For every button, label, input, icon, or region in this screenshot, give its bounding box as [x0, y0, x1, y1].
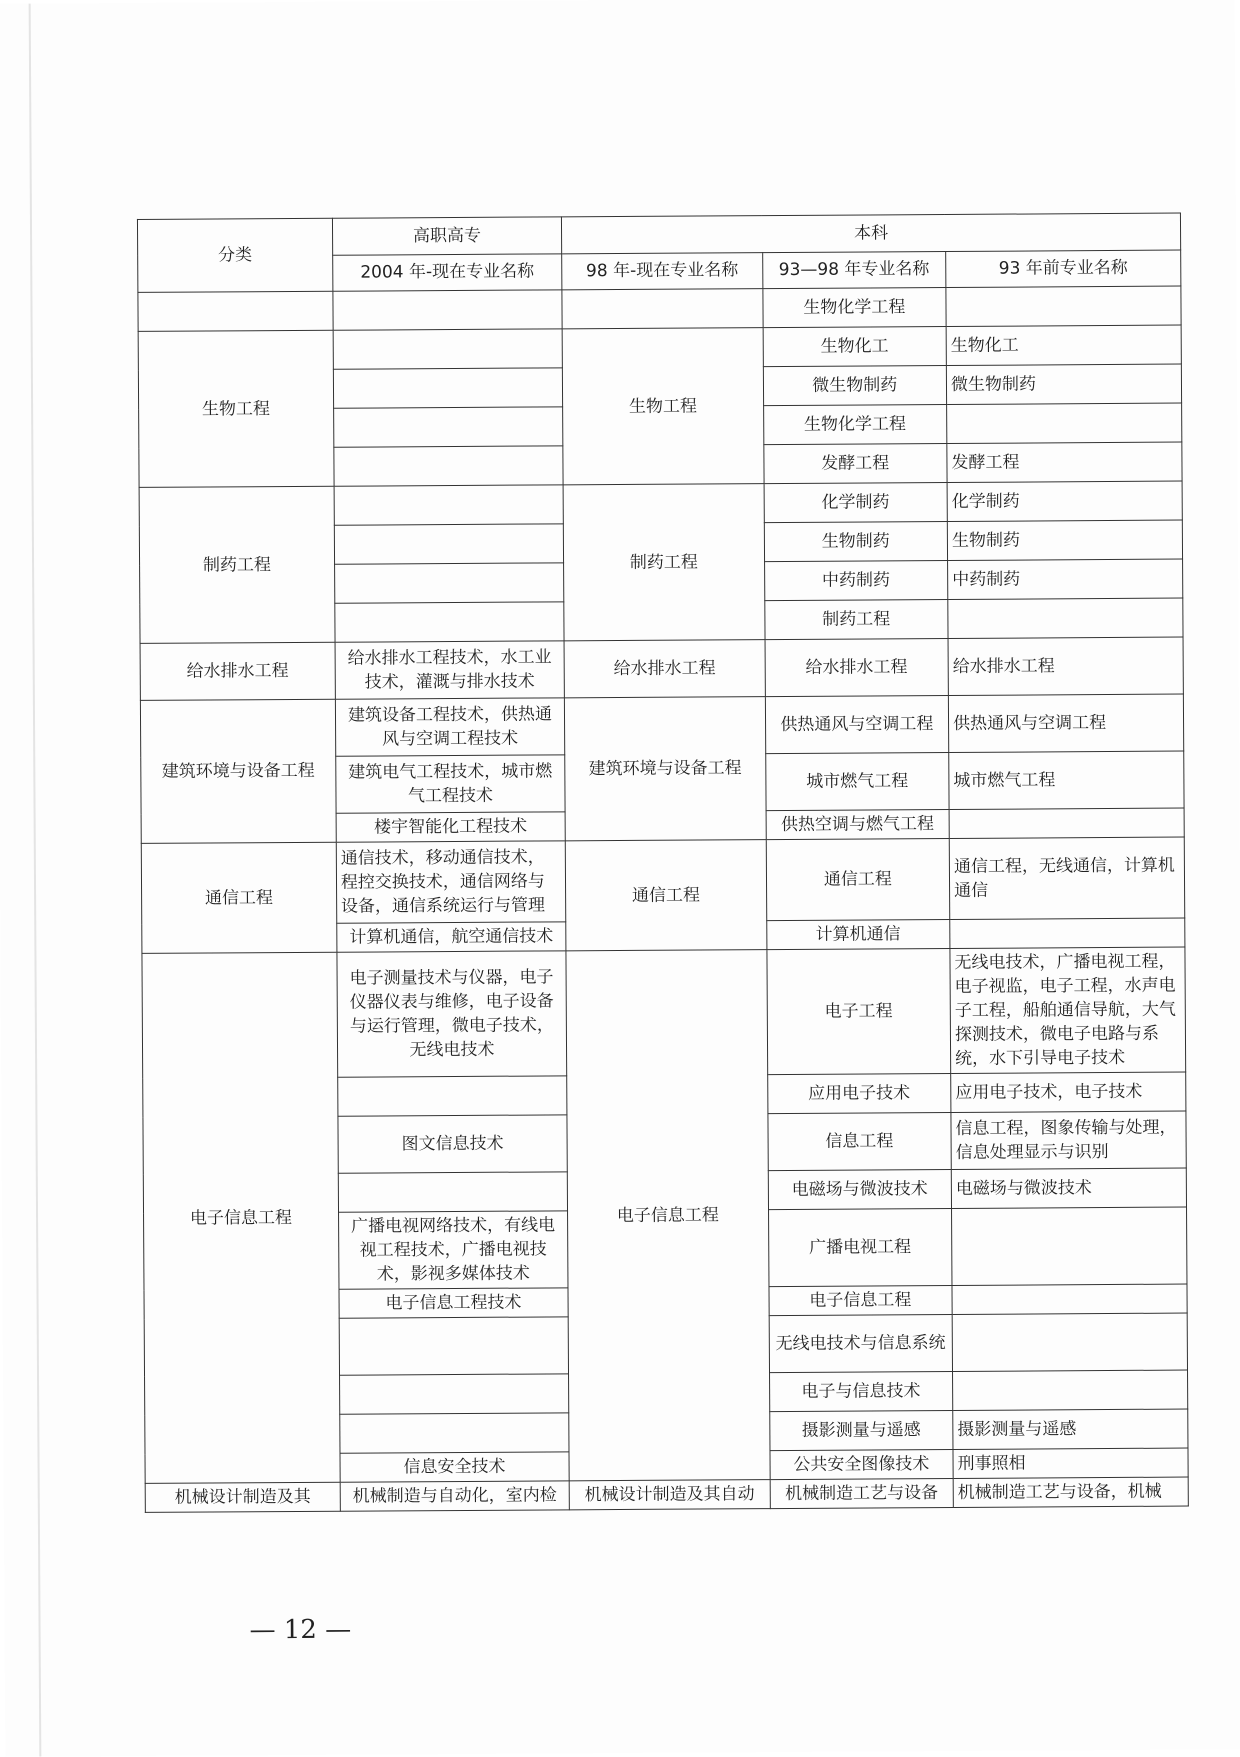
cell-pre93: 中药制药 [948, 559, 1183, 599]
cell-pre93 [947, 403, 1182, 443]
header-undergraduate: 本科 [561, 213, 1180, 253]
major-98-mech: 机械设计制造及其自动 [569, 1480, 770, 1510]
header-col-pre93: 93 年前专业名称 [946, 250, 1181, 288]
cell-93-98: 计算机通信 [766, 919, 950, 949]
cell-empty [340, 1413, 569, 1453]
cell-pre93: 无线电技术，广播电视工程，电子视监，电子工程，水声电子工程，船舶通信导航，大气探测技术，微电子电路与系统，水下引导电子技术 [950, 947, 1186, 1073]
cell-pre93: 城市燃气工程 [949, 751, 1184, 809]
cell-2004: 给水排水工程技术，水工业技术，灌溉与排水技术 [335, 641, 565, 699]
category-pharma: 制药工程 [139, 486, 335, 643]
cell-pre93: 电磁场与微波技术 [951, 1168, 1186, 1208]
cell-pre93 [949, 808, 1184, 838]
major-98-telecom: 通信工程 [565, 840, 766, 951]
cell-93-98: 制药工程 [764, 599, 948, 639]
cell-93-98: 生物化工 [763, 326, 947, 366]
cell-pre93: 发酵工程 [947, 442, 1182, 482]
cell-93-98: 广播电视工程 [768, 1208, 952, 1286]
cell-empty [333, 290, 562, 330]
cell-2004: 通信技术，移动通信技术，程控交换技术，通信网络与设备，通信系统运行与管理 [336, 841, 566, 923]
header-category: 分类 [137, 218, 332, 292]
table-row [138, 286, 1181, 331]
cell-2004: 建筑电气工程技术，城市燃气工程技术 [336, 755, 566, 813]
table-row [142, 947, 1186, 1078]
cell-93-98: 无线电技术与信息系统 [769, 1314, 953, 1372]
cell-2004: 信息安全技术 [340, 1452, 569, 1482]
page-edge [29, 4, 42, 1757]
cell-2004: 广播电视网络技术，有线电视工程技术，广播电视技术，影视多媒体技术 [338, 1211, 568, 1289]
cell-pre93 [948, 598, 1183, 638]
cell-2004: 图文信息技术 [338, 1115, 568, 1173]
cell-93-98: 供热通风与空调工程 [765, 695, 949, 753]
table-row [140, 694, 1183, 757]
cell-2004: 建筑设备工程技术，供热通风与空调工程技术 [335, 698, 565, 756]
table-row [141, 837, 1184, 924]
header-vocational: 高职高专 [332, 217, 561, 255]
cell-93-98: 机械制造工艺与设备 [770, 1478, 954, 1508]
category-mech: 机械设计制造及其 [145, 1482, 340, 1512]
cell-93-98: 电子信息工程 [769, 1285, 953, 1315]
cell-pre93 [952, 1370, 1187, 1410]
cell-pre93 [952, 1284, 1187, 1314]
cell-93-98: 公共安全图像技术 [770, 1449, 954, 1479]
cell-93-98: 城市燃气工程 [765, 752, 949, 810]
cell-empty [339, 1374, 568, 1414]
cell-empty [338, 1076, 567, 1116]
cell-pre93 [950, 918, 1185, 948]
major-98-bio: 生物工程 [562, 328, 764, 485]
cell-2004: 楼宇智能化工程技术 [336, 812, 565, 842]
major-98-pharma: 制药工程 [563, 484, 765, 641]
cell-pre93: 微生物制药 [946, 364, 1181, 404]
cell-empty [333, 407, 562, 447]
cell-empty [334, 485, 563, 525]
cell-93-98: 中药制药 [764, 560, 948, 600]
cell-pre93: 机械制造工艺与设备，机械 [953, 1477, 1188, 1507]
cell-empty [334, 563, 563, 603]
table-row [145, 1477, 1188, 1512]
cell-empty [138, 291, 333, 331]
category-telecom: 通信工程 [141, 842, 336, 953]
cell-93-98: 给水排水工程 [765, 638, 949, 696]
major-98-building: 建筑环境与设备工程 [564, 697, 765, 841]
cell-93-98: 生物化学工程 [763, 404, 947, 444]
cell-pre93: 刑事照相 [953, 1448, 1188, 1478]
table-row [140, 637, 1183, 700]
major-98-water: 给水排水工程 [564, 640, 765, 698]
cell-pre93: 供热通风与空调工程 [948, 694, 1183, 752]
cell-empty [334, 524, 563, 564]
category-eie: 电子信息工程 [142, 952, 340, 1483]
cell-93-98: 应用电子技术 [767, 1073, 951, 1113]
cell-pre93: 摄影测量与遥感 [953, 1409, 1188, 1449]
table-row [139, 481, 1182, 526]
cell-93-98: 通信工程 [766, 838, 950, 920]
category-building: 建筑环境与设备工程 [140, 699, 336, 843]
cell-empty [333, 329, 562, 369]
cell-2004: 计算机通信，航空通信技术 [337, 922, 566, 952]
header-row-1 [137, 213, 1180, 256]
major-98-eie: 电子信息工程 [566, 950, 770, 1481]
cell-empty [339, 1317, 569, 1375]
cell-2004: 电子信息工程技术 [339, 1288, 568, 1318]
cell-2004: 电子测量技术与仪器，电子仪器仪表与维修，电子设备与运行管理，微电子技术，无线电技术 [337, 951, 567, 1077]
category-bio: 生物工程 [138, 330, 334, 487]
cell-93-98: 摄影测量与遥感 [769, 1410, 953, 1450]
cell-pre93 [951, 1207, 1186, 1285]
header-col-2004: 2004 年-现在专业名称 [333, 253, 562, 291]
header-col-98: 98 年-现在专业名称 [562, 252, 763, 290]
cell-pre93: 给水排水工程 [948, 637, 1183, 695]
cell-93-98: 发酵工程 [763, 443, 947, 483]
cell-empty [562, 289, 763, 329]
cell-pre93: 应用电子技术，电子技术 [951, 1072, 1186, 1112]
cell-empty [946, 286, 1181, 326]
cell-pre93: 信息工程，图象传输与处理，信息处理显示与识别 [951, 1111, 1186, 1169]
cell-93-98: 生物制药 [764, 521, 948, 561]
cell-empty [335, 602, 564, 642]
cell-empty [338, 1172, 567, 1212]
cell-empty [334, 446, 563, 486]
cell-93-98: 电子与信息技术 [769, 1371, 953, 1411]
cell-pre93 [952, 1313, 1187, 1371]
category-water: 给水排水工程 [140, 642, 335, 700]
cell-93-98: 生物化学工程 [762, 287, 946, 327]
cell-pre93: 化学制药 [947, 481, 1182, 521]
cell-93-98: 电子工程 [767, 948, 951, 1074]
page-number: — 12 — [249, 1614, 352, 1646]
cell-2004: 机械制造与自动化，室内检 [340, 1481, 569, 1511]
cell-empty [333, 368, 562, 408]
header-col-93-98: 93—98 年专业名称 [762, 251, 946, 289]
cell-pre93: 生物制药 [947, 520, 1182, 560]
cell-93-98: 微生物制药 [763, 365, 947, 405]
cell-93-98: 供热空调与燃气工程 [766, 809, 950, 839]
major-mapping-table [137, 213, 1189, 1513]
cell-pre93: 生物化工 [946, 325, 1181, 365]
cell-93-98: 化学制药 [764, 482, 948, 522]
cell-93-98: 信息工程 [768, 1112, 952, 1170]
cell-pre93: 通信工程，无线通信，计算机通信 [949, 837, 1185, 919]
cell-93-98: 电磁场与微波技术 [768, 1169, 952, 1209]
table-row [138, 325, 1181, 370]
